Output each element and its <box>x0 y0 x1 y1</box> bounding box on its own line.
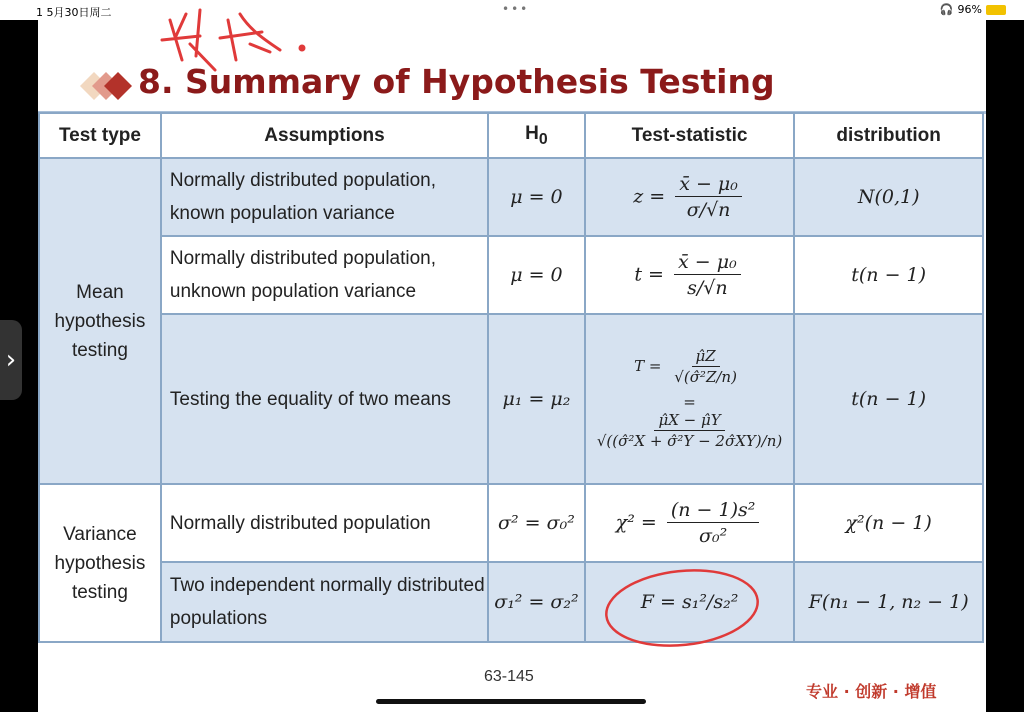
stat-fraction <box>667 498 760 549</box>
row-distribution: F(n₁ − 1, n₂ − 1) <box>794 562 983 642</box>
stat-numerator: μ̂Z <box>692 347 720 367</box>
status-time: 1 5月30日周二 <box>36 6 112 19</box>
stat-line-2 <box>587 393 793 451</box>
title-diamonds-icon <box>62 66 132 106</box>
stat-lhs: z = <box>633 185 666 207</box>
row-assumption: Normally distributed population, known population variance <box>161 158 488 236</box>
stat-fraction <box>674 250 741 301</box>
row-assumption: Normally distributed population, unknown population variance <box>161 236 488 314</box>
table-row <box>39 314 983 484</box>
stat-denominator: σ₀² <box>699 524 728 547</box>
stat-denominator: √(σ̂²Z/n) <box>674 368 737 386</box>
header-assumptions: Assumptions <box>161 113 488 158</box>
header-h0-text: H <box>525 122 539 144</box>
row-h0: σ₁² = σ₂² <box>488 562 585 642</box>
battery-icon <box>986 5 1006 15</box>
stat-numerator: x̄ − μ₀ <box>675 172 742 197</box>
table-header-row <box>39 113 983 158</box>
row-distribution: N(0,1) <box>794 158 983 236</box>
headphone-icon: 🎧 <box>939 3 954 16</box>
stat-fraction <box>675 172 742 223</box>
summary-table <box>38 112 984 643</box>
header-h0 <box>488 113 585 158</box>
stat-numerator: x̄ − μ₀ <box>674 250 741 275</box>
header-test-statistic: Test-statistic <box>585 113 795 158</box>
status-bar <box>0 0 1024 20</box>
table-row <box>39 484 983 562</box>
stat-numerator-2: μ̂X − μ̂Y <box>654 411 724 431</box>
row-distribution: χ²(n − 1) <box>794 484 983 562</box>
table-row <box>39 236 983 314</box>
row-h0: μ₁ = μ₂ <box>488 314 585 484</box>
group-variance: Variance hypothesis testing <box>39 484 161 642</box>
stat-numerator: (n − 1)s² <box>667 498 760 523</box>
stat-denominator: σ/√n <box>686 198 731 221</box>
battery-percent: 96% <box>957 3 982 16</box>
row-statistic <box>585 236 795 314</box>
row-h0: μ = 0 <box>488 236 585 314</box>
row-assumption: Testing the equality of two means <box>161 314 488 484</box>
row-assumption: Two independent normally distributed populations <box>161 562 488 642</box>
row-h0: μ = 0 <box>488 158 585 236</box>
header-h0-sub: 0 <box>538 130 548 148</box>
stat-lhs: t = <box>634 263 664 285</box>
table-row <box>39 158 983 236</box>
stat-lhs: T = <box>634 357 662 375</box>
slide <box>38 20 986 712</box>
right-margin <box>986 20 1024 712</box>
row-statistic: F = s₁²/s₂² <box>585 562 795 642</box>
row-distribution: t(n − 1) <box>794 314 983 484</box>
row-statistic <box>585 314 795 484</box>
row-h0: σ² = σ₀² <box>488 484 585 562</box>
header-test-type: Test type <box>39 113 161 158</box>
row-statistic <box>585 158 795 236</box>
row-assumption: Normally distributed population <box>161 484 488 562</box>
stat-line-1 <box>587 347 793 387</box>
stat-fraction <box>670 347 741 387</box>
stat-fraction-2 <box>593 411 786 451</box>
home-indicator[interactable] <box>376 699 646 704</box>
stat-denominator-2: √((σ̂²X + σ̂²Y − 2σ̂XY)/n) <box>596 432 783 450</box>
footer-slogan: 专业 · 创新 · 增值 <box>806 682 937 701</box>
page-number: 63-145 <box>484 668 534 685</box>
row-statistic <box>585 484 795 562</box>
stat-lhs-2: = <box>683 393 696 411</box>
stat-lhs: χ² = <box>615 511 657 533</box>
sidebar-handle-chevron-icon[interactable]: › <box>0 320 22 400</box>
row-distribution: t(n − 1) <box>794 236 983 314</box>
group-mean: Mean hypothesis testing <box>39 158 161 484</box>
more-dots-icon[interactable]: ••• <box>502 2 530 16</box>
header-distribution: distribution <box>794 113 983 158</box>
status-right <box>940 3 1006 16</box>
slide-title: 8. Summary of Hypothesis Testing <box>138 62 775 101</box>
stat-denominator: s/√n <box>687 276 728 299</box>
table-row <box>39 562 983 642</box>
